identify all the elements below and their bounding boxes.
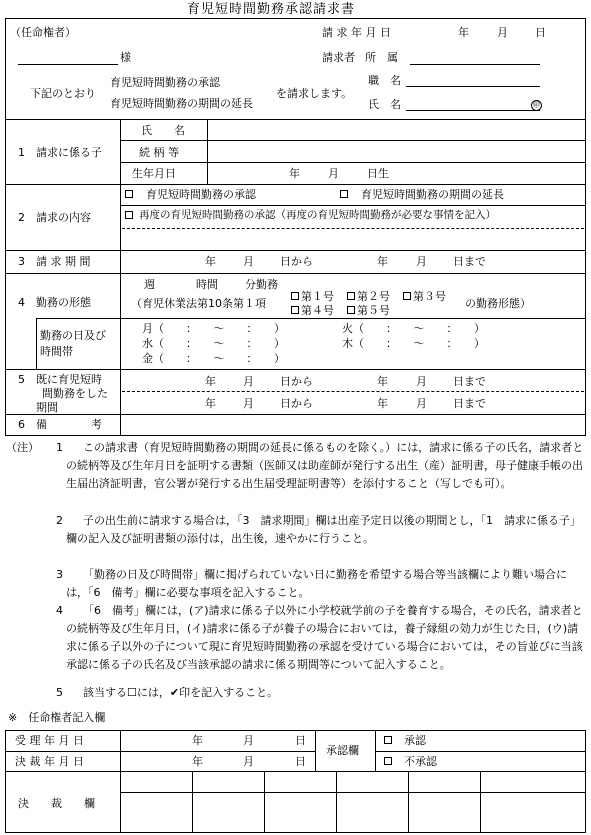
form-3-label: 第３号 xyxy=(413,290,446,303)
seal-cell-1[interactable] xyxy=(121,772,191,831)
seal-cell-4[interactable] xyxy=(337,772,407,831)
request-month-label: 月 xyxy=(497,26,508,39)
seal-mark: ㊞ xyxy=(533,101,540,109)
child-relation-label: 続 柄 等 xyxy=(139,146,179,159)
intro-option-approval: 育児短時間勤務の承認 xyxy=(110,76,220,89)
form-5-label: 第５号 xyxy=(357,304,390,317)
option-extension-label: 育児短時間勤務の期間の延長 xyxy=(361,188,504,201)
request-year-label: 年 xyxy=(458,26,469,39)
decision-year: 年 xyxy=(192,755,203,768)
prev2-end-month: 月 xyxy=(416,397,427,410)
affiliation-field[interactable] xyxy=(410,64,540,65)
checkbox-approve[interactable] xyxy=(384,736,392,744)
period-start-day: 日から xyxy=(280,255,313,268)
note3-text: 「勤務の日及び時間帯」欄に掲げられていない日に勤務を希望する場合等当該欄により難い場合には，「6 備考」欄に必要な事項を記入すること。 xyxy=(66,568,567,599)
section5-label-line2: 間勤務をした xyxy=(42,387,108,400)
prev2-start-month: 月 xyxy=(243,397,254,410)
section6-label: 6 備 考 xyxy=(18,418,102,431)
receipt-day: 日 xyxy=(295,734,306,747)
form-suffix-label: の勤務形態） xyxy=(465,297,531,310)
seal-cell-3[interactable] xyxy=(265,772,335,831)
note2-text: 子の出生前に請求する場合は，「3 請求期間」欄は出産予定日以後の期間とし，「1 請求に係る子」欄の記入及び証明書類の添付は，出生後，速やかに行うこと。 xyxy=(66,514,581,545)
section4-label: 4 勤務の形態 xyxy=(18,296,91,309)
checkbox-reject[interactable] xyxy=(384,757,392,765)
week-label: 週 xyxy=(144,278,155,291)
form-1-label: 第１号 xyxy=(301,290,334,303)
receipt-date-label: 受 理 年 月 日 xyxy=(15,734,84,747)
approval-column-label: 承認欄 xyxy=(326,744,359,757)
appointer-label: （任命権者） xyxy=(10,26,76,39)
child-birth-label: 生年月日 xyxy=(132,167,176,180)
prev-start-month: 月 xyxy=(243,375,254,388)
sama-label: 様 xyxy=(120,51,131,64)
period-start-year: 年 xyxy=(205,255,216,268)
note1-text: この請求書（育児短時間勤務の期間の延長に係るものを除く。）には，請求に係る子の氏名，請求者との続柄等及び生年月日を証明する書類（医師又は助産師が発行する出生（産）証明書，母子健康手帳の出生届出済証明書，官公署が発行する出生届受理証明書等）を添付すること（写しでも可）。 xyxy=(66,441,584,490)
seal-cell-5[interactable] xyxy=(409,772,479,831)
checkbox-extension[interactable] xyxy=(340,190,348,198)
period-start-month: 月 xyxy=(243,255,254,268)
reapproval-reason-line[interactable] xyxy=(122,228,584,229)
requester-label: 請求者 xyxy=(322,51,355,64)
section5-label-line3: 期間 xyxy=(36,401,58,414)
prev-end-month: 月 xyxy=(416,375,427,388)
name-label: 氏 名 xyxy=(368,98,401,111)
child-name-field[interactable] xyxy=(208,120,584,139)
prev-end-day: 日まで xyxy=(453,375,486,388)
checkbox-form-2[interactable] xyxy=(347,292,355,300)
note4-number: 4 xyxy=(56,604,63,617)
intro-option-extension: 育児短時間勤務の期間の延長 xyxy=(110,97,253,110)
days-label-line1: 勤務の日及び xyxy=(40,329,106,342)
prev2-start-day: 日から xyxy=(280,397,313,410)
note1-number: 1 xyxy=(56,441,63,454)
checkbox-approval[interactable] xyxy=(125,190,133,198)
note5-number: 5 xyxy=(56,686,63,699)
days-label-line2: 時間帯 xyxy=(40,345,73,358)
note4-text: 「6 備考」欄には，(ア)請求に係る子以外に小学校就学前の子を養育する場合，その氏名，請求者との続柄等及び生年月日，(イ)請求に係る子が養子の場合においては，養子縁組の効力が生じた日，(ウ)請求に係る子以外の子について現に育児短時間勤務の承認を受けている場合においては，その旨並びに当該承認に係る子の氏名及び当該承認の請求に係る期間等について記入すること。 xyxy=(66,604,583,671)
decision-seal-label: 決 裁 欄 xyxy=(18,797,95,810)
affiliation-label: 所 属 xyxy=(365,51,398,64)
reject-label: 不承認 xyxy=(404,755,437,768)
period-end-day: 日まで xyxy=(453,255,486,268)
seal-cell-6[interactable] xyxy=(481,772,584,831)
section3-label: 3 請 求 期 間 xyxy=(18,255,91,268)
option-approval-label: 育児短時間勤務の承認 xyxy=(146,188,256,201)
checkbox-form-1[interactable] xyxy=(291,292,299,300)
thursday-hours[interactable]: 木（ ： ～ ： ） xyxy=(342,337,485,350)
prev2-end-day: 日まで xyxy=(453,397,486,410)
receipt-year: 年 xyxy=(192,734,203,747)
period-end-month: 月 xyxy=(416,255,427,268)
checkbox-reapproval[interactable] xyxy=(125,211,133,219)
prev-end-year: 年 xyxy=(377,375,388,388)
requester-name-field[interactable] xyxy=(406,110,540,111)
section5-label-line1: 5 既に育児短時 xyxy=(18,373,102,386)
monday-hours[interactable]: 月（ ： ～ ： ） xyxy=(142,322,285,335)
receipt-month: 月 xyxy=(243,734,254,747)
position-field[interactable] xyxy=(406,86,540,87)
prev-start-year: 年 xyxy=(205,375,216,388)
checkbox-form-3[interactable] xyxy=(403,292,411,300)
seal-cell-2[interactable] xyxy=(193,772,263,831)
prev2-end-year: 年 xyxy=(377,397,388,410)
wednesday-hours[interactable]: 水（ ： ～ ： ） xyxy=(142,337,285,350)
request-day-label: 日 xyxy=(535,26,546,39)
note2-number: 2 xyxy=(56,514,63,527)
section1-label: 1 請求に係る子 xyxy=(18,146,102,159)
prev-start-day: 日から xyxy=(280,375,313,388)
intro-right-text: を請求します。 xyxy=(276,87,353,100)
form-4-label: 第４号 xyxy=(301,304,334,317)
birth-year: 年 xyxy=(289,167,300,180)
law-label: （育児休業法第10条第１項 xyxy=(131,297,266,310)
birth-day: 日生 xyxy=(367,167,389,180)
decision-date-label: 決 裁 年 月 日 xyxy=(15,755,84,768)
request-date-label: 請 求 年 月 日 xyxy=(322,26,391,39)
note5-text: 該当する☐には，✔印を記入すること。 xyxy=(83,686,279,699)
approve-label: 承認 xyxy=(404,734,426,747)
hours-label: 時間 xyxy=(196,278,218,291)
position-label: 職 名 xyxy=(368,74,401,87)
birth-month: 月 xyxy=(328,167,339,180)
appointer-name-line[interactable] xyxy=(18,64,118,65)
intro-left-text: 下記のとおり xyxy=(30,87,96,100)
friday-hours[interactable]: 金（ ： ～ ： ） xyxy=(142,352,285,365)
checkbox-form-5[interactable] xyxy=(347,306,355,314)
remarks-field[interactable] xyxy=(121,415,584,434)
notes-head: （注） xyxy=(6,441,39,454)
admin-heading: ※ 任命権者記入欄 xyxy=(8,711,106,724)
decision-day: 日 xyxy=(295,755,306,768)
form-2-label: 第２号 xyxy=(357,290,390,303)
checkbox-form-4[interactable] xyxy=(291,306,299,314)
note3-number: 3 xyxy=(56,568,63,581)
section2-label: 2 請求の内容 xyxy=(18,211,91,224)
period-end-year: 年 xyxy=(377,255,388,268)
minutes-label: 分勤務 xyxy=(245,278,278,291)
page-title: 育児短時間勤務承認請求書 xyxy=(187,2,356,17)
option-reapproval-label: 再度の育児短時間勤務の承認（再度の育児短時間勤務が必要な事情を記入） xyxy=(139,209,496,221)
child-name-label: 氏 名 xyxy=(141,124,185,137)
decision-month: 月 xyxy=(243,755,254,768)
child-relation-field[interactable] xyxy=(208,141,584,161)
prev2-start-year: 年 xyxy=(205,397,216,410)
tuesday-hours[interactable]: 火（ ： ～ ： ） xyxy=(342,322,485,335)
